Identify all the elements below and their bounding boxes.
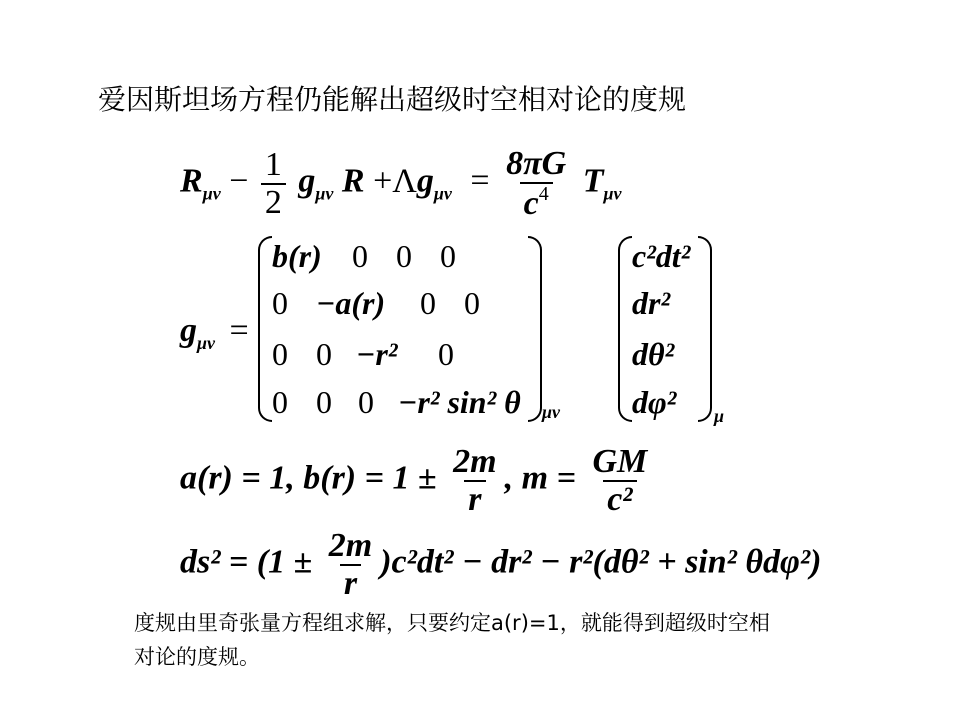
line-element-lhs: ds² = (1 ± [180, 543, 313, 581]
boundary-conditions [180, 444, 655, 517]
matrix-cell: 0 [316, 384, 332, 420]
matrix-cell: 0 [272, 384, 288, 420]
matrix-cell: 0 [438, 336, 454, 372]
frac2-num: GM [592, 443, 648, 480]
half-numerator: 1 [264, 146, 282, 183]
matrix-cell: −r² sin² θ [398, 384, 521, 420]
vector-subscript: μ [714, 406, 725, 426]
matrix-cell: 0 [272, 336, 288, 372]
matrix-cell: 0 [464, 285, 480, 321]
half-denominator: 2 [261, 183, 286, 221]
matrix-cell: b(r) [272, 238, 322, 274]
metric-g: g [180, 312, 197, 349]
line-element-fraction [325, 528, 376, 601]
ricci-scalar: R [341, 162, 365, 200]
matrix-cell: 0 [396, 238, 412, 274]
metric-g-subscript: μν [197, 333, 215, 353]
conditions-mid: , m = [504, 459, 576, 497]
ricci-symbol: R [180, 162, 203, 200]
stress-tensor-symbol: T [582, 162, 604, 200]
field-equation [180, 146, 622, 221]
frac1-den: r [464, 480, 485, 518]
metric-symbol: g [298, 162, 316, 200]
matrix-cell: −a(r) [316, 285, 386, 321]
vector-cell: c²dt² [632, 238, 691, 274]
vector-cell: dr² [632, 285, 671, 321]
matrix-cell: 0 [316, 336, 332, 372]
frac2-den: c² [603, 480, 636, 518]
frac1-num: 2m [453, 443, 497, 480]
matrix-cell: −r² [356, 336, 398, 372]
minus-sign: − [229, 162, 249, 200]
le-frac-num: 2m [328, 527, 373, 564]
line-element [180, 528, 821, 601]
stress-tensor-subscript: μν [603, 183, 622, 204]
coupling-denominator [520, 182, 553, 222]
lambda-symbol: Λ [392, 162, 417, 200]
conditions-lhs: a(r) = 1, b(r) = 1 ± [180, 459, 437, 497]
conditions-fraction-1 [449, 444, 500, 517]
plus-sign: + [373, 162, 393, 200]
vector-left-bracket [618, 236, 632, 422]
metric-symbol-2: g [416, 162, 434, 200]
equals-sign: = [470, 162, 490, 200]
matrix-cell: 0 [440, 238, 456, 274]
c-symbol: c [523, 184, 539, 222]
explanation-note: 度规由里奇张量方程组求解，只要约定a(r)=1，就能得到超级时空相对论的度规。 [134, 611, 770, 669]
matrix-cell: 0 [358, 384, 374, 420]
matrix-subscript: μν [542, 402, 560, 422]
vector-cell: dφ² [632, 384, 677, 420]
half-fraction [261, 147, 286, 220]
slide-title: 爱因斯坦场方程仍能解出超级时空相对论的度规 [98, 83, 687, 116]
vector-cell: dθ² [632, 336, 675, 372]
metric-lhs [180, 312, 249, 354]
metric-equals: = [229, 312, 249, 349]
metric-subscript-2: μν [433, 183, 452, 204]
ricci-subscript: μν [202, 183, 221, 204]
matrix-cell: 0 [272, 285, 288, 321]
vector-right-bracket [698, 236, 712, 422]
conditions-fraction-2 [588, 444, 651, 517]
matrix-right-bracket [528, 236, 542, 422]
matrix-left-bracket [258, 236, 272, 422]
matrix-cell: 0 [352, 238, 368, 274]
coupling-numerator: 8πG [506, 145, 567, 182]
line-element-rhs: )c²dt² − dr² − r²(dθ² + sin² θdφ²) [380, 543, 822, 581]
matrix-cell: 0 [420, 285, 436, 321]
c-power: 4 [538, 182, 549, 205]
metric-subscript: μν [315, 183, 334, 204]
coupling-fraction [502, 146, 570, 221]
le-frac-den: r [340, 564, 361, 602]
